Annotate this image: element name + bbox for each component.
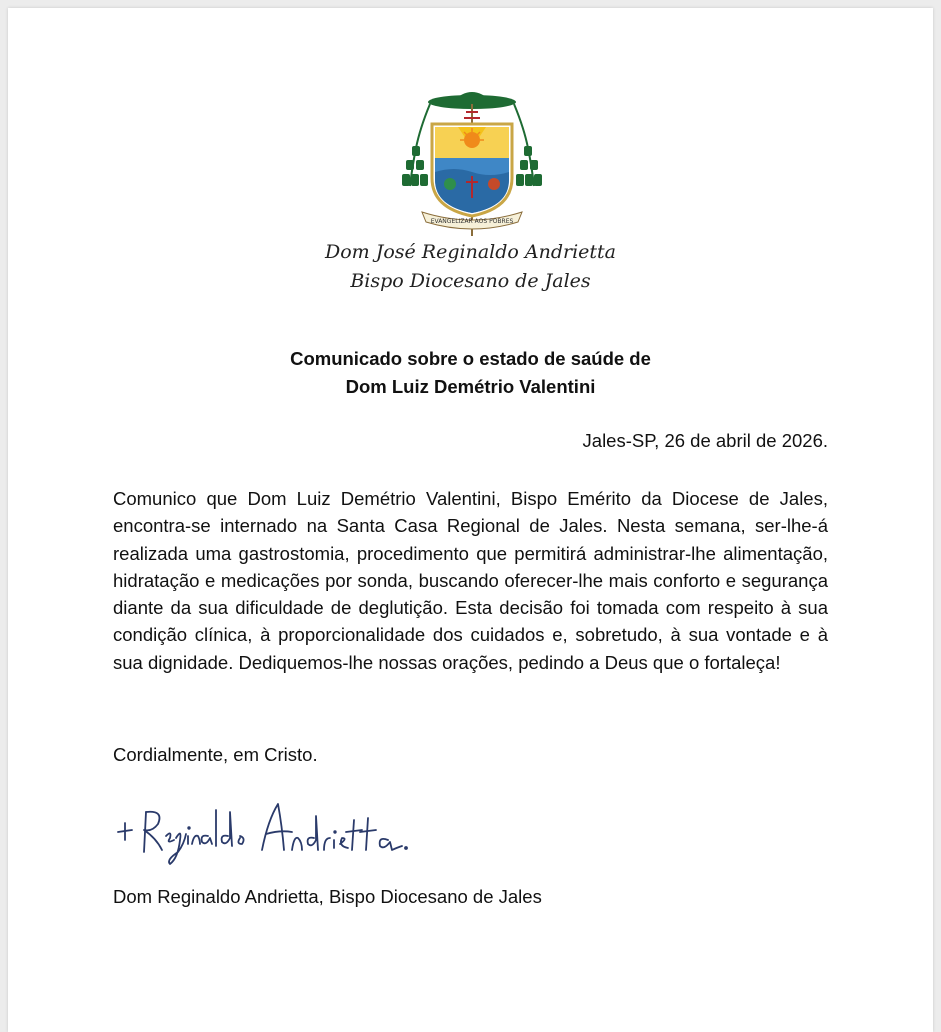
document-date: Jales-SP, 26 de abril de 2026. <box>582 430 828 451</box>
coat-of-arms-icon <box>398 88 546 240</box>
closing-line: Cordialmente, em Cristo. <box>113 744 318 765</box>
body-paragraph: Comunico que Dom Luiz Demétrio Valentini, Bispo Emérito da Diocese de Jales, encontra-se internado na Santa Casa Regional de Jales. Nesta semana, ser-lhe-á realizada uma gastrostomia, procedimento que permitirá administrar-lhe alimentação, hidratação e medicações por sonda, buscando oferecer-lhe mais conforto e segurança diante da sua dificuldade de deglutição. Esta decisão foi tomada com respeito à sua condição clínica, à proporcionalidade dos cuidados e, sobretudo, à sua vontade e à sua dignidade. Dediquemos-lhe nossas orações, pedindo a Deus que o fortaleça! <box>113 488 828 673</box>
document-title-line1: Comunicado sobre o estado de saúde de <box>290 348 651 369</box>
document-title-line2: Dom Luiz Demétrio Valentini <box>345 376 596 397</box>
bishop-name: Dom José Reginaldo Andrietta <box>324 241 616 263</box>
svg-text:EVANGELIZAR AOS POBRES: EVANGELIZAR AOS POBRES <box>430 218 514 225</box>
signature-icon <box>112 790 432 870</box>
signer-name: Dom Reginaldo Andrietta, Bispo Diocesano de Jales <box>113 886 542 907</box>
bishop-role: Bispo Diocesano de Jales <box>350 270 591 292</box>
